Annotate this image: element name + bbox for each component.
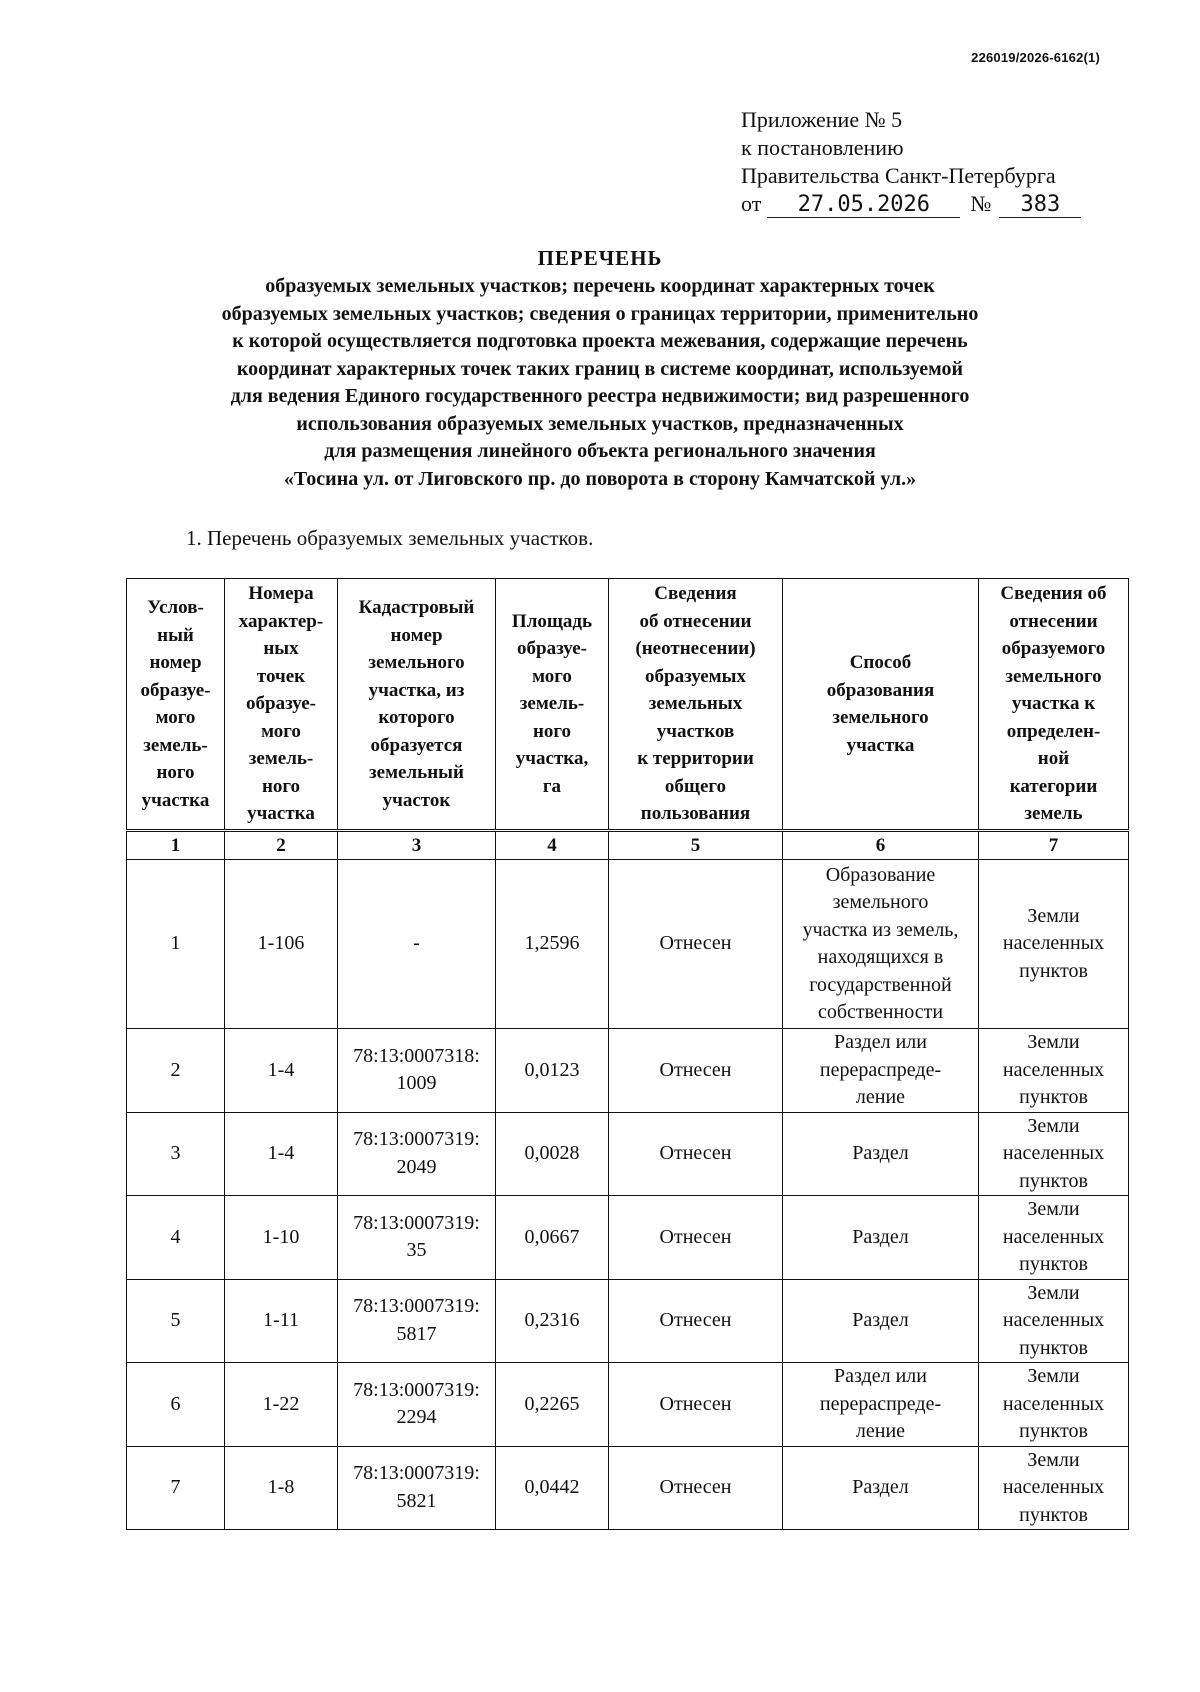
annex-line-2: к постановлению xyxy=(741,135,904,160)
column-header-land-category: Сведения об отнесении образуемого земельного участка к определен- ной категории земель xyxy=(979,579,1129,831)
public-use-cell: Отнесен xyxy=(609,1446,783,1530)
point-numbers-cell: 1-11 xyxy=(225,1279,338,1363)
annex-line-3: Правительства Санкт-Петербурга xyxy=(741,163,1056,188)
column-header-plot-number: Услов- ный номер образуе- мого земель- ного участка xyxy=(127,579,225,831)
document-subtitle xyxy=(130,273,1070,493)
point-numbers-cell: 1-4 xyxy=(225,1112,338,1196)
plot-number-cell: 7 xyxy=(127,1446,225,1530)
land-plots-table xyxy=(126,578,1129,1530)
registration-number: 226019/2026-6162(1) xyxy=(971,50,1100,65)
land-category-cell: Земли населенных пунктов xyxy=(979,1112,1129,1196)
formation-method-cell: Раздел xyxy=(783,1112,979,1196)
subtitle-line: координат характерных точек таких границ в системе координат, используемой xyxy=(236,357,964,380)
table-row xyxy=(127,1363,1129,1447)
subtitle-line: для ведения Единого государственного реестра недвижимости; вид разрешенного xyxy=(230,385,970,407)
land-category-cell: Земли населенных пунктов xyxy=(979,860,1129,1029)
column-header-point-numbers: Номера характер- ных точек образуе- мого земель- ного участка xyxy=(225,579,338,831)
plot-number-cell: 6 xyxy=(127,1363,225,1447)
subtitle-line: образуемых земельных участков; сведения о границах территории, применительно xyxy=(221,302,979,325)
area-cell: 0,0123 xyxy=(496,1029,609,1113)
column-number: 4 xyxy=(496,831,609,860)
table-header-row xyxy=(127,579,1129,831)
annex-block xyxy=(741,106,1081,218)
formation-method-cell: Раздел или перераспреде- ление xyxy=(783,1029,979,1113)
plot-number-cell: 4 xyxy=(127,1196,225,1280)
land-category-cell: Земли населенных пунктов xyxy=(979,1196,1129,1280)
plot-number-cell: 3 xyxy=(127,1112,225,1196)
area-cell: 1,2596 xyxy=(496,860,609,1029)
document-title: ПЕРЕЧЕНЬ xyxy=(537,246,663,270)
annex-date-line xyxy=(741,190,1081,218)
point-numbers-cell: 1-106 xyxy=(225,860,338,1029)
area-cell: 0,2265 xyxy=(496,1363,609,1447)
column-header-public-use: Сведения об отнесении (неотнесении) образуемых земельных участков к территории общего пользования xyxy=(609,579,783,831)
area-cell: 0,0028 xyxy=(496,1112,609,1196)
public-use-cell: Отнесен xyxy=(609,860,783,1029)
formation-method-cell: Раздел xyxy=(783,1446,979,1530)
subtitle-line: «Тосина ул. от Лиговского пр. до поворота в сторону Камчатской ул.» xyxy=(283,467,917,490)
resolution-date: 27.05.2026 xyxy=(767,193,960,218)
land-category-cell: Земли населенных пунктов xyxy=(979,1279,1129,1363)
land-category-cell: Земли населенных пунктов xyxy=(979,1363,1129,1447)
column-number: 2 xyxy=(225,831,338,860)
column-header-formation-method: Способ образования земельного участка xyxy=(783,579,979,831)
column-number: 7 xyxy=(979,831,1129,860)
formation-method-cell: Раздел xyxy=(783,1279,979,1363)
annex-from-label: от xyxy=(741,191,762,216)
cadastral-number-cell: 78:13:0007319: 2049 xyxy=(338,1112,496,1196)
land-category-cell: Земли населенных пунктов xyxy=(979,1446,1129,1530)
point-numbers-cell: 1-22 xyxy=(225,1363,338,1447)
table-row xyxy=(127,1279,1129,1363)
land-category-cell: Земли населенных пунктов xyxy=(979,1029,1129,1113)
column-number: 1 xyxy=(127,831,225,860)
public-use-cell: Отнесен xyxy=(609,1363,783,1447)
resolution-number: 383 xyxy=(999,193,1081,218)
subtitle-line: к которой осуществляется подготовка проекта межевания, содержащие перечень xyxy=(232,330,968,352)
plot-number-cell: 5 xyxy=(127,1279,225,1363)
public-use-cell: Отнесен xyxy=(609,1029,783,1113)
area-cell: 0,2316 xyxy=(496,1279,609,1363)
column-number: 3 xyxy=(338,831,496,860)
annex-line-1: Приложение № 5 xyxy=(741,107,903,132)
subtitle-line: использования образуемых земельных участков, предназначенных xyxy=(296,412,904,435)
area-cell: 0,0442 xyxy=(496,1446,609,1530)
formation-method-cell: Раздел xyxy=(783,1196,979,1280)
cadastral-number-cell: 78:13:0007319: 5821 xyxy=(338,1446,496,1530)
cadastral-number-cell: 78:13:0007319: 35 xyxy=(338,1196,496,1280)
point-numbers-cell: 1-10 xyxy=(225,1196,338,1280)
public-use-cell: Отнесен xyxy=(609,1112,783,1196)
cadastral-number-cell: 78:13:0007318: 1009 xyxy=(338,1029,496,1113)
formation-method-cell: Образование земельного участка из земель, находящихся в государственной собственности xyxy=(783,860,979,1029)
subtitle-line: образуемых земельных участков; перечень координат характерных точек xyxy=(265,275,935,297)
table-row xyxy=(127,1446,1129,1530)
column-number-row xyxy=(127,831,1129,860)
point-numbers-cell: 1-8 xyxy=(225,1446,338,1530)
column-number: 5 xyxy=(609,831,783,860)
column-header-area: Площадь образуе- мого земель- ного участка, га xyxy=(496,579,609,831)
column-number: 6 xyxy=(783,831,979,860)
section-heading: 1. Перечень образуемых земельных участков. xyxy=(186,526,594,550)
number-sign: № xyxy=(970,191,992,216)
public-use-cell: Отнесен xyxy=(609,1196,783,1280)
cadastral-number-cell: 78:13:0007319: 5817 xyxy=(338,1279,496,1363)
formation-method-cell: Раздел или перераспреде- ление xyxy=(783,1363,979,1447)
column-header-cadastral-number: Кадастровый номер земельного участка, из которого образуется земельный участок xyxy=(338,579,496,831)
point-numbers-cell: 1-4 xyxy=(225,1029,338,1113)
area-cell: 0,0667 xyxy=(496,1196,609,1280)
table-row xyxy=(127,1196,1129,1280)
public-use-cell: Отнесен xyxy=(609,1279,783,1363)
table-row xyxy=(127,1112,1129,1196)
plot-number-cell: 2 xyxy=(127,1029,225,1113)
cadastral-number-cell: - xyxy=(338,860,496,1029)
table-row xyxy=(127,1029,1129,1113)
cadastral-number-cell: 78:13:0007319: 2294 xyxy=(338,1363,496,1447)
plot-number-cell: 1 xyxy=(127,860,225,1029)
subtitle-line: для размещения линейного объекта регионального значения xyxy=(324,440,876,462)
table-row xyxy=(127,860,1129,1029)
